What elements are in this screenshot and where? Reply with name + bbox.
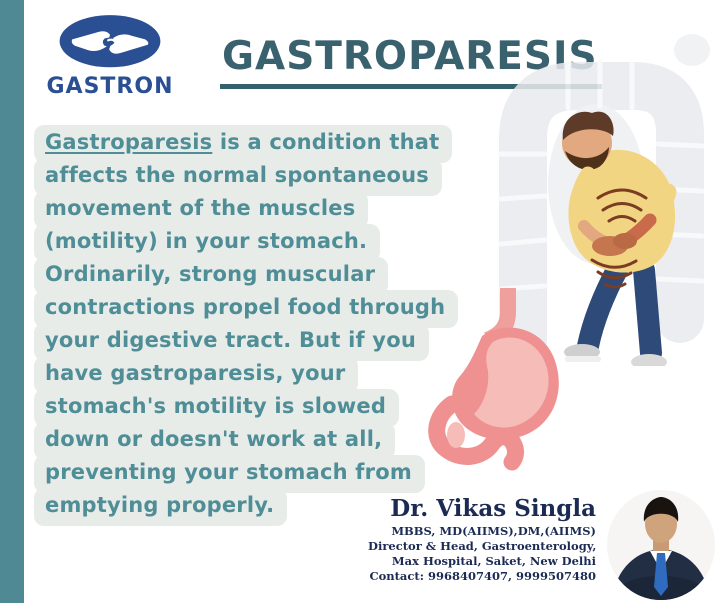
body-text-block — [34, 127, 474, 523]
doctor-credentials: MBBS, MD(AIIMS),DM,(AIIMS) — [391, 524, 596, 538]
body-line — [34, 292, 474, 325]
body-line — [34, 391, 474, 424]
body-line — [34, 226, 474, 259]
body-line-text: affects the normal spontaneous — [34, 158, 442, 196]
body-line-text: stomach's motility is slowed — [34, 389, 399, 427]
doctor-photo — [606, 489, 716, 601]
body-line — [34, 160, 474, 193]
lead-rest: is a condition that — [212, 130, 440, 154]
body-line-text: (motility) in your stomach. — [34, 224, 380, 262]
body-line-text: movement of the muscles — [34, 191, 368, 229]
doctor-name: Dr. Vikas Singla — [390, 495, 596, 522]
body-line-text: contractions propel food through — [34, 290, 458, 328]
body-line-text: your digestive tract. But if you — [34, 323, 429, 361]
body-line — [34, 358, 474, 391]
body-line — [34, 325, 474, 358]
doctor-info-block — [368, 494, 596, 584]
handshake-icon — [56, 14, 164, 72]
keyword-underlined: Gastroparesis — [45, 130, 213, 154]
body-line-text: down or doesn't work at all, — [34, 422, 395, 460]
left-accent-bar — [0, 0, 24, 603]
body-line — [34, 457, 474, 490]
brand-name: GASTRON — [46, 74, 174, 99]
body-line-text: emptying properly. — [34, 488, 287, 526]
body-line — [34, 193, 474, 226]
body-line — [34, 259, 474, 292]
doctor-role: Director & Head, Gastroenterology, — [368, 539, 597, 553]
doctor-contact: Contact: 9968407407, 9999507480 — [369, 569, 596, 583]
doctor-hospital: Max Hospital, Saket, New Delhi — [391, 554, 596, 568]
body-line-text: have gastroparesis, your — [34, 356, 358, 394]
body-line — [34, 424, 474, 457]
page-title: GASTROPARESIS — [220, 34, 602, 89]
brand-logo — [44, 14, 176, 99]
body-line-text: Ordinarily, strong muscular — [34, 257, 388, 295]
body-line — [34, 127, 474, 160]
body-line-text: preventing your stomach from — [34, 455, 425, 493]
